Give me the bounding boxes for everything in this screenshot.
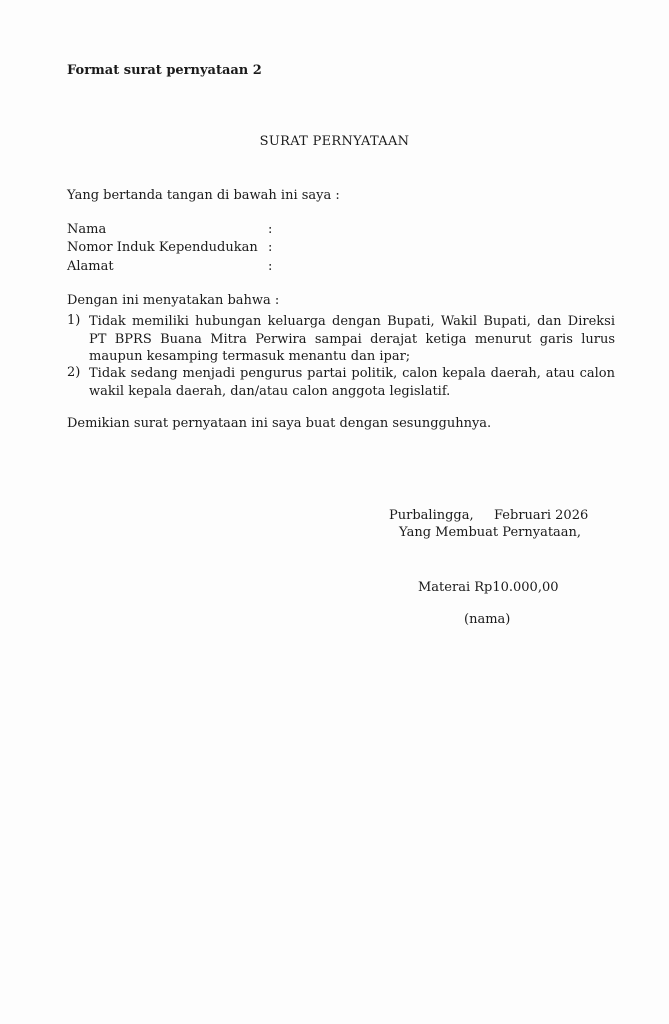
signature-place: Purbalingga,	[389, 508, 474, 523]
signer-name-placeholder: (nama)	[464, 612, 511, 627]
signature-maker-label: Yang Membuat Pernyataan,	[399, 525, 582, 540]
declaration-intro: Dengan ini menyatakan bahwa :	[67, 293, 280, 308]
field-colon-nama: :	[268, 222, 273, 237]
list-item-number: 2)	[67, 365, 81, 380]
list-item-text: Tidak sedang menjadi pengurus partai politik, calon kepala daerah, atau calon wakil kepala daerah, dan/atau calon anggota legislatif.	[89, 366, 615, 399]
signature-date: Februari 2026	[494, 508, 589, 523]
document-heading: Format surat pernyataan 2	[67, 63, 262, 78]
field-label-alamat: Alamat	[67, 259, 114, 274]
field-label-nama: Nama	[67, 222, 107, 237]
materai-stamp-label: Materai Rp10.000,00	[418, 580, 559, 595]
intro-text: Yang bertanda tangan di bawah ini saya :	[67, 188, 340, 203]
field-colon-alamat: :	[268, 259, 273, 274]
field-colon-nik: :	[268, 240, 273, 255]
closing-text: Demikian surat pernyataan ini saya buat dengan sesungguhnya.	[67, 416, 492, 431]
list-item-text: Tidak memiliki hubungan keluarga dengan Bupati, Wakil Bupati, dan Direksi PT BPRS Buana Mitra Perwira sampai derajat ketiga menurut garis lurus maupun kesamping termasuk menantu dan ipar;	[89, 314, 615, 364]
list-item-number: 1)	[67, 313, 81, 328]
field-label-nik: Nomor Induk Kependudukan	[67, 240, 258, 255]
document-title: SURAT PERNYATAAN	[259, 134, 410, 149]
